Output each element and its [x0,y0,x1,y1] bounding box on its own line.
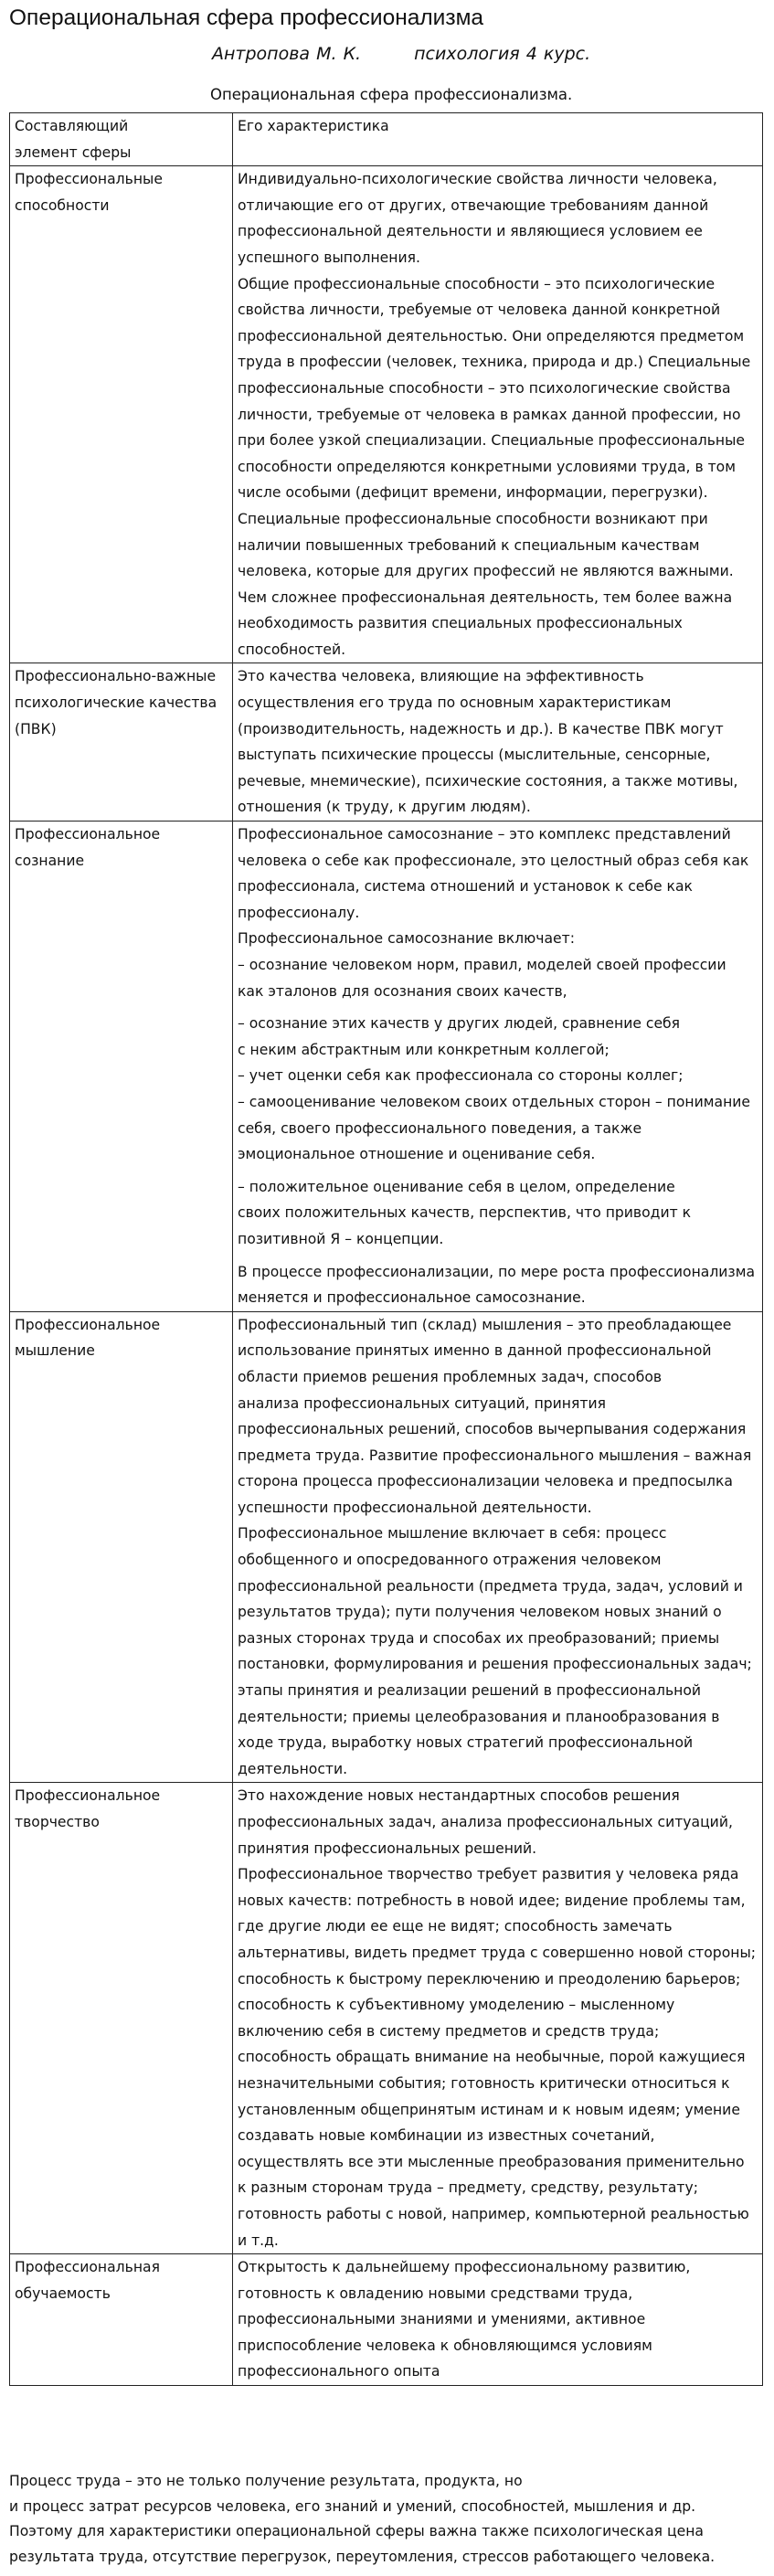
component-cell [10,166,233,663]
paragraph-gap [238,1004,757,1011]
characteristic-paragraph: Индивидуально-психологические свойства личности человека, отличающие его от других, отвечающие требованиям данной профессиональной деятельности и являющиеся условием ее успешного выполнения. Общие профессиональные способности – это психологические свойства личности, требуемые от человека данной конкретной профессиональной деятельностью. Они определяются предметом труда в профессии (человек, техника, природа и др.) Специальные профессиональные способности – это психологические свойства личности, требуемые от человека в рамках данной профессии, но при более узкой специализации. Специальные профессиональные способности определяются конкретными условиями труда, в том числе особыми (дефицит времени, информации, перегрузки). Специальные профессиональные способности возникают при наличии повышенных требований к специальным качествам человека, которые для других профессий не являются важными. Чем сложнее профессиональная деятельность, тем более важна необходимость развития специальных профессиональных способностей. [238,171,751,658]
author-name: Антропова М. К. [212,44,362,64]
paragraph-gap [238,1168,757,1174]
characteristic-paragraph: Открытость к дальнейшему профессиональному развитию, готовность к овладению новыми средствами труда, профессиональными знаниями и умениями, активное приспособление человека к обновляющимся условиям профессионального опыта [238,2259,691,2380]
characteristic-paragraph: – осознание этих качеств у других людей, сравнение себя с неким абстрактным или конкретным коллегой; – учет оценки себя как профессионала со стороны коллег; – самооценивание человеком своих отдельных сторон – понимание себя, своего профессионального поведения, а также эмоциональное отношение и оценивание себя. [238,1015,750,1163]
characteristic-paragraph: Это нахождение новых нестандартных способов решения профессиональных задач, анализа профессиональных ситуаций, принятия профессиональных решений. Профессиональное творчество требует развития у человека ряда новых качеств: потребность в новой идее; видение проблемы там, где другие люди ее еще не видят; способность замечать альтернативы, видеть предмет труда с совершенно новой стороны; способность к быстрому переключению и преодолению барьеров; способность к субъективному умоделению – мысленному включению себя в систему предметов и средств труда; способность обращать внимание на необычные, порой кажущиеся незначительными события; готовность критически относиться к установленным общепринятым истинам и к новым идеям; умение создавать новые комбинации из известных сочетаний, осуществлять все эти мысленные преобразования применительно к разным сторонам труда – предмету, средству, результату; готовность работы с новой, например, компьютерной реальностью и т.д. [238,1787,757,2249]
characteristic-paragraph: Профессиональное самосознание – это комплекс представлений человека о себе как профессионале, это целостный образ себя как профессионала, система отношений и установок к себе как профессионалу. Профессиональное самосознание включает: – осознание человеком норм, правил, моделей своей профессии как эталонов для осознания своих качеств, [238,826,749,1000]
header-label-characteristic: Его характеристика [238,118,389,134]
footer-paragraph: Процесс труда – это не только получение результата, продукта, но и процесс затрат ресурсов человека, его знаний и умений, способностей, мышления и др. Поэтому для характеристики операциональной сферы важна также психологическая цена результата труда, отсутствие перегрузок, переутомления, стрессов работающего человека. [9,2473,716,2565]
component-name: Профессионально-важные психологические качества (ПВК) [15,668,217,737]
component-cell [10,2254,233,2386]
table-row [10,166,763,663]
component-cell [10,1783,233,2254]
characteristic-cell [233,1311,763,1783]
component-cell [10,1311,233,1783]
characteristic-cell [233,166,763,663]
header-cell-characteristic [233,113,763,166]
characteristic-cell [233,822,763,1312]
table-row [10,2254,763,2386]
characteristic-paragraph: – положительное оценивание себя в целом, определение своих положительных качеств, перспектив, что приводит к позитивной Я – концепции. [238,1178,692,1247]
operational-sphere-table [9,112,763,2386]
header-label-component: Составляющий элемент сферы [15,118,132,161]
table-header-row [10,113,763,166]
characteristic-cell [233,1783,763,2254]
header-cell-component [10,113,233,166]
table-row [10,822,763,1312]
characteristic-cell [233,2254,763,2386]
component-name: Профессиональное мышление [15,1316,161,1360]
characteristic-cell [233,663,763,822]
characteristic-paragraph: Это качества человека, влияющие на эффективность осуществления его труда по основным характеристикам (производительность, надежность и др.). В качестве ПВК могут выступать психические процессы (мыслительные, сенсорные, речевые, мнемические), психические состояния, а также мотивы, отношения (к труду, к другим людям). [238,668,738,816]
course-label: психология 4 курс. [414,44,591,64]
component-cell [10,663,233,822]
component-name: Профессиональная обучаемость [15,2259,160,2302]
component-cell [10,822,233,1312]
table-row [10,663,763,822]
table-body [10,113,763,2386]
paragraph-gap [238,1253,757,1259]
characteristic-paragraph: Профессиональный тип (склад) мышления – это преобладающее использование принятых именно в данной профессиональной области приемов решения проблемных задач, способов анализа профессиональных ситуаций, принятия профессиональных решений, способов вычерпывания содержания предмета труда. Развитие профессионального мышления – важная сторона процесса профессионализации человека и предпосылка успешности профессиональной деятельности. Профессиональное мышление включает в себя: процесс обобщенного и опосредованного отражения человеком профессиональной реальности (предмета труда, задач, условий и результатов труда); пути получения человеком новых знаний о разных сторонах труда и способах их преобразований; приемы постановки, формулирования и решения профессиональных задач; этапы принятия и реализации решений в профессиональной деятельности; приемы целеобразования и планообразования в ходе труда, выработку новых стратегий профессиональной деятельности. [238,1316,752,1777]
page-title: Операциональная сфера профессионализма [9,5,484,30]
author-line [212,44,590,64]
table-row [10,1783,763,2254]
component-name: Профессиональные способности [15,171,163,214]
component-name: Профессиональное творчество [15,1787,161,1830]
table-row [10,1311,763,1783]
characteristic-paragraph: В процессе профессионализации, по мере роста профессионализма меняется и профессиональное самосознание. [238,1263,756,1307]
component-name: Профессиональное сознание [15,826,161,869]
table-caption: Операциональная сфера профессионализма. [210,86,573,103]
